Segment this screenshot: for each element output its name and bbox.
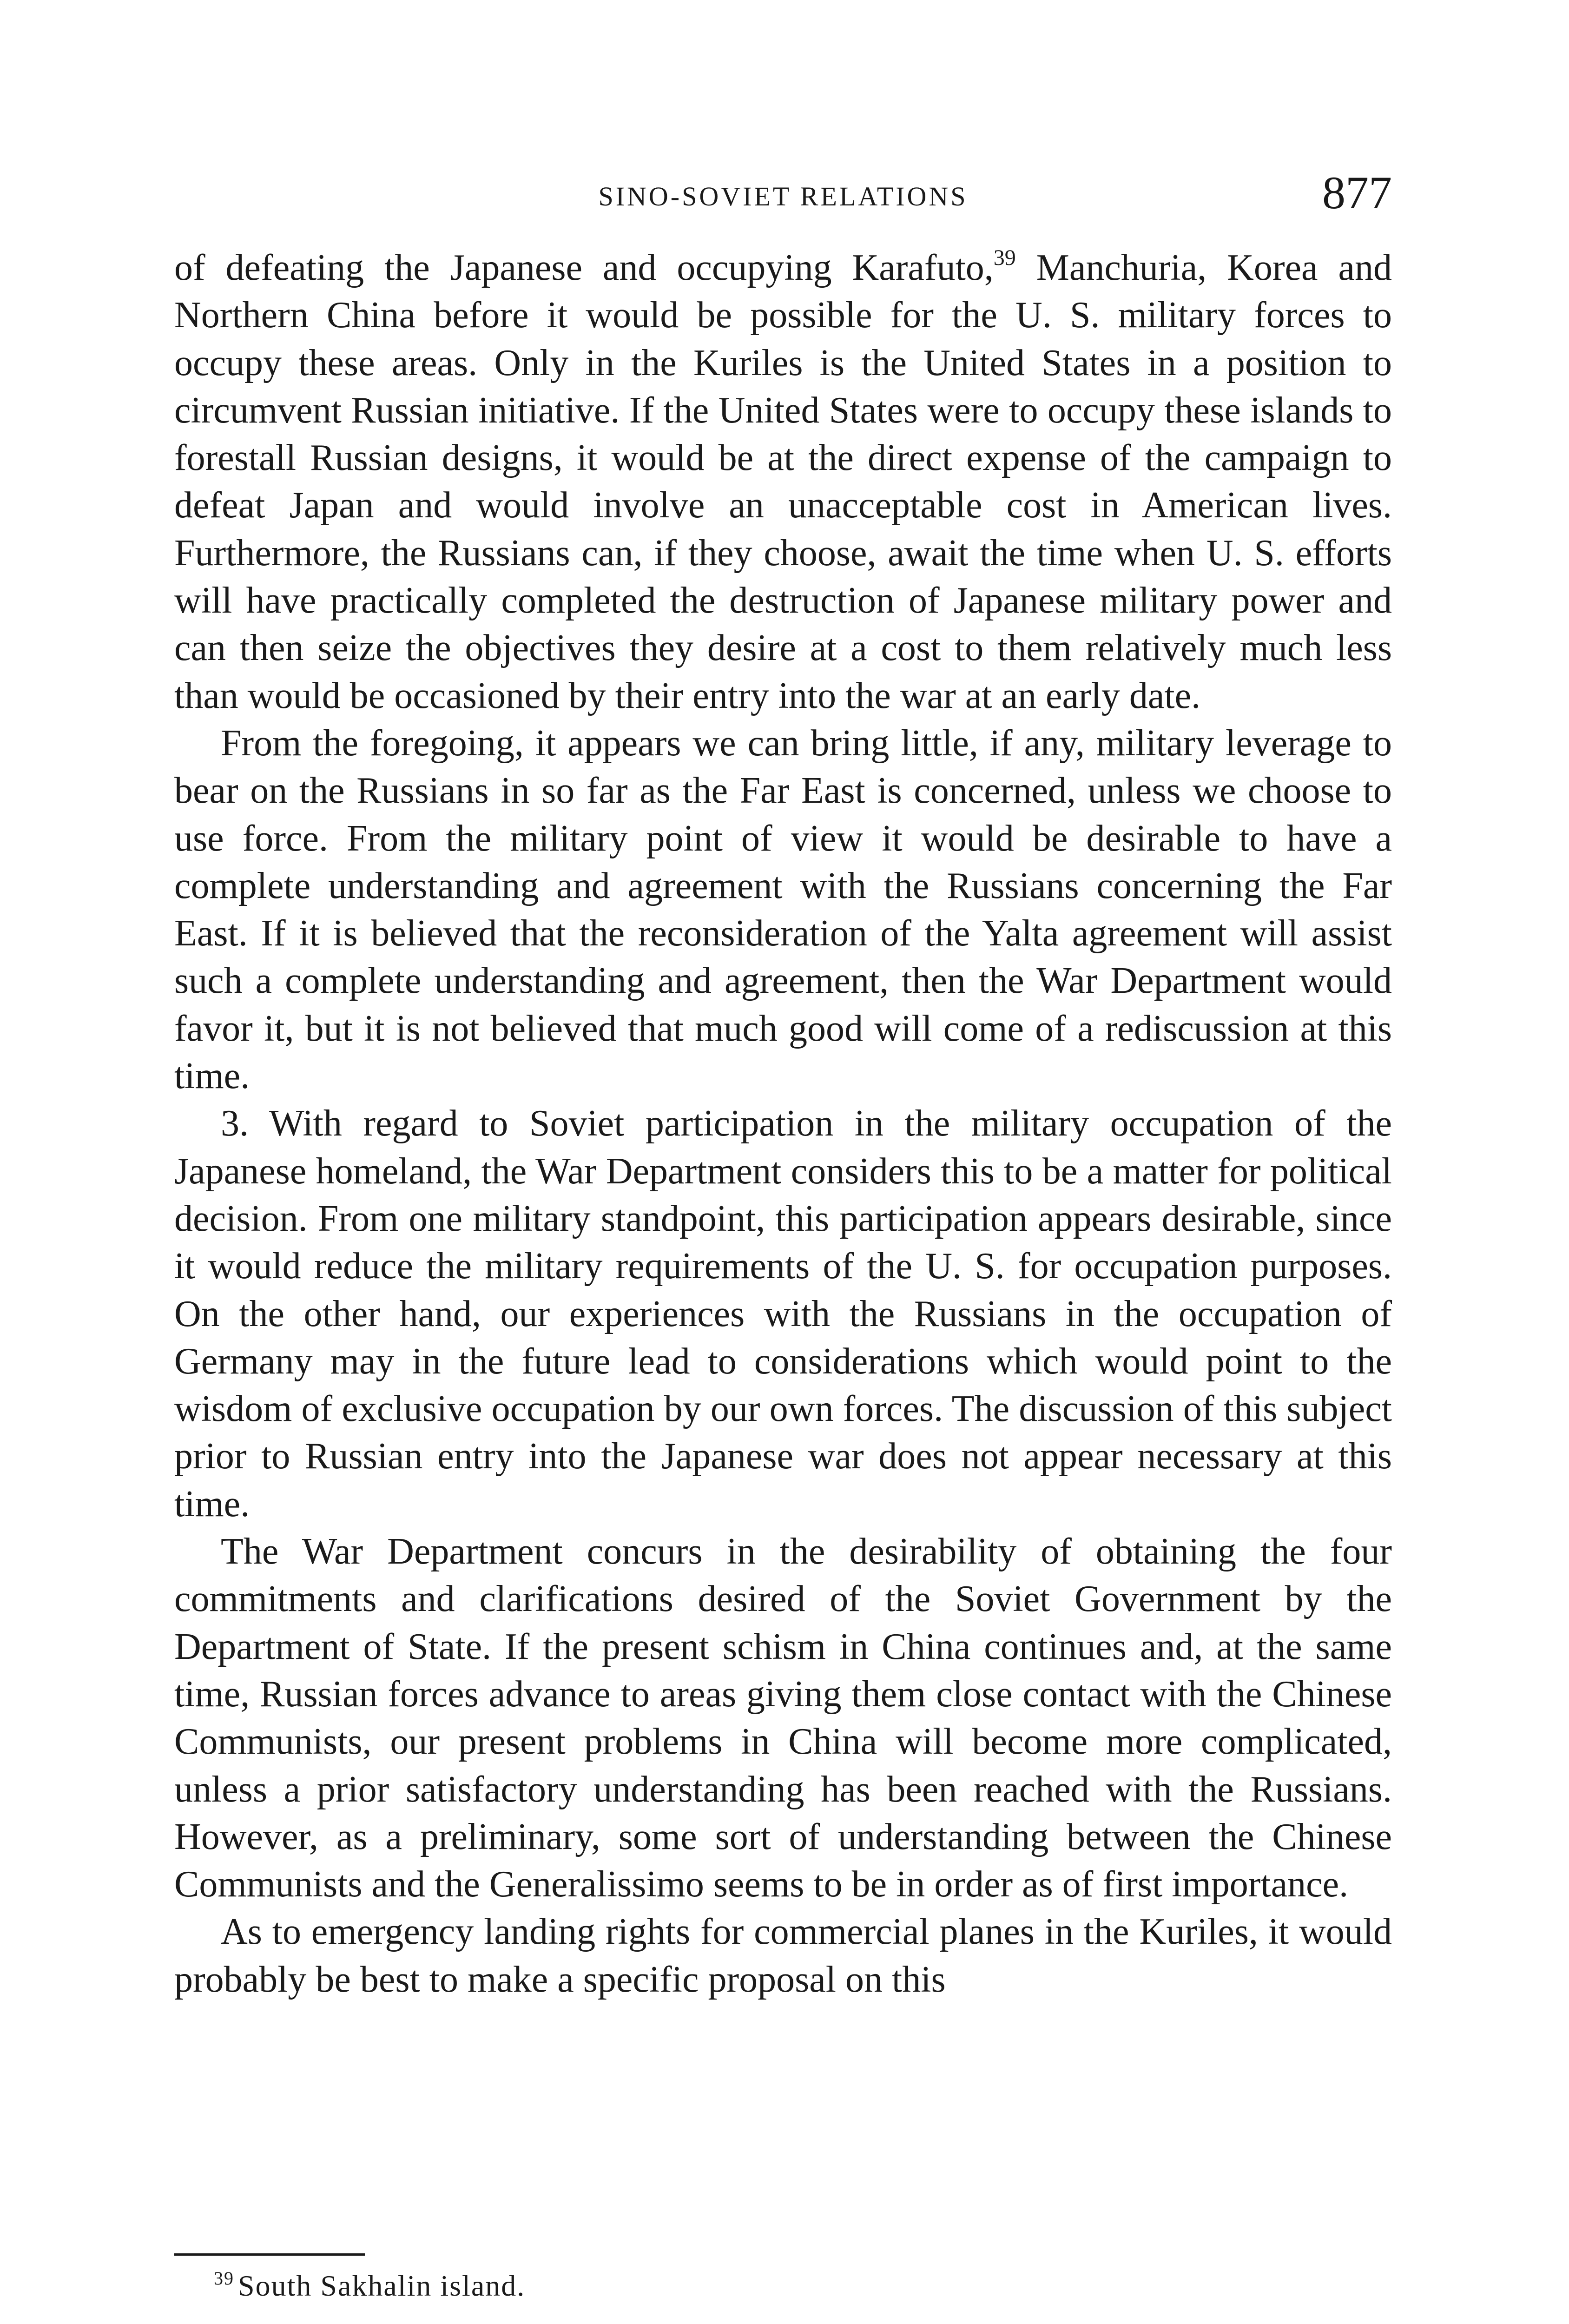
paragraph: As to emergency landing rights for commercial planes in the Kuriles, it would probably be best to make a specific proposal on this: [174, 1911, 1392, 2000]
footnote: [214, 2267, 525, 2308]
paragraph-continued: [174, 244, 1392, 720]
footnote-text: South Sakhalin island.: [238, 2269, 526, 2302]
paragraph-text: of defeating the Japanese and occupying Karafuto,: [174, 247, 994, 288]
body-text: [174, 244, 1392, 2003]
footnote-number: 39: [214, 2268, 234, 2289]
running-header: [174, 167, 1392, 218]
paragraph: 3. With regard to Soviet participation in the military occupation of the Japanese homeland, the War Department considers this to be a matter for political decision. From one military standpoint, this participation appears desirable, since it would reduce the military requirements of the U. S. for occupation purposes. On the other hand, our experiences with the Russians in the occupation of Germany may in the future lead to considerations which would point to the wisdom of exclusive occupation by our own forces. The discussion of this subject prior to Russian entry into the Japanese war does not appear necessary at this time.: [174, 1103, 1392, 1525]
paragraph-text: Manchuria, Korea and Northern China before it would be possible for the U. S. military forces to occupy these areas. Only in the Kuriles is the United States in a position to circumvent Russian initiative. If the United States were to occupy these islands to forestall Russian designs, it would be at the direct expense of the campaign to defeat Japan and would involve an unacceptable cost in American lives. Furthermore, the Russians can, if they choose, await the time when U. S. efforts will have practically completed the destruction of Japanese military power and can then seize the objectives they desire at a cost to them relatively much less than would be occasioned by their entry into the war at an early date.: [174, 247, 1392, 716]
footnote-divider: [174, 2253, 365, 2256]
paragraph: From the foregoing, it appears we can bring little, if any, military leverage to bear on the Russians in so far as the Far East is concerned, unless we choose to use force. From the military point of view it would be desirable to have a complete understanding and agreement with the Russians concerning the Far East. If it is believed that the reconsideration of the Yalta agreement will assist such a complete understanding and agreement, then the War Department would favor it, but it is not believed that much good will come of a rediscussion at this time.: [174, 722, 1392, 1097]
footnote-reference: 39: [993, 245, 1016, 270]
page-number: 877: [1322, 167, 1392, 218]
paragraph: The War Department concurs in the desirability of obtaining the four commitments and clarifications desired of the Soviet Government by the Department of State. If the present schism in China continues and, at the same time, Russian forces advance to areas giving them close contact with the Chinese Communists, our present problems in China will become more complicated, unless a prior satisfactory understanding has been reached with the Russians. However, as a preliminary, some sort of understanding between the Chinese Communists and the Generalissimo seems to be in order as of first importance.: [174, 1531, 1392, 1905]
running-title: SINO-SOVIET RELATIONS: [598, 181, 968, 211]
